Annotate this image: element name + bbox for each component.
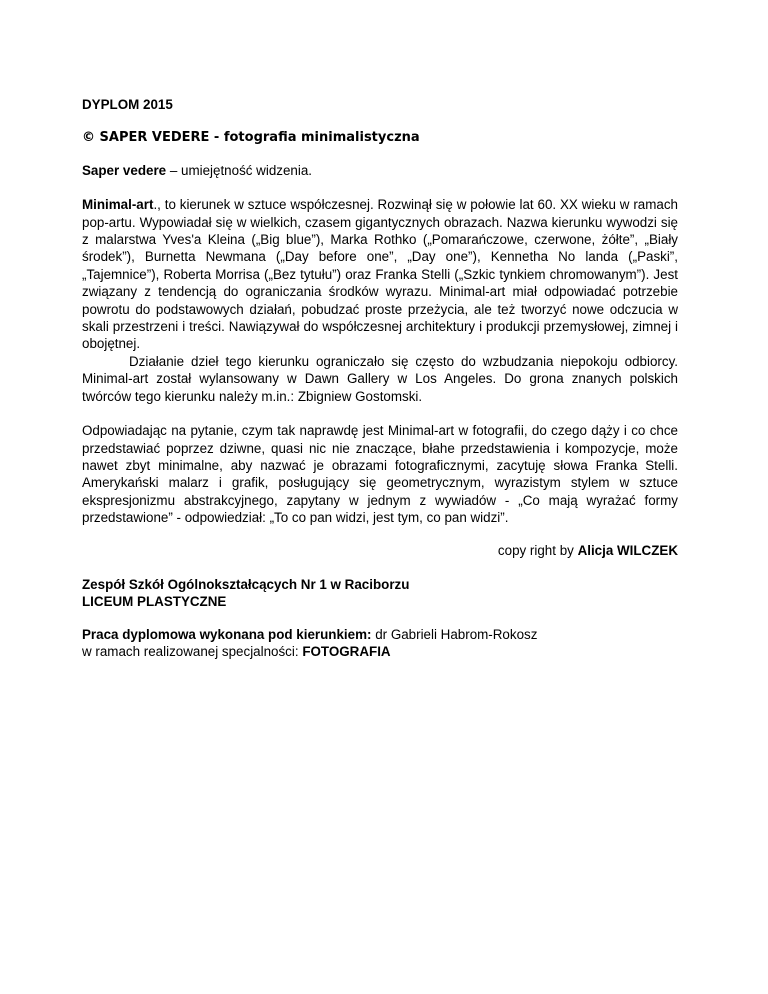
school-block [82,576,678,611]
paragraph-minimal-art [82,196,678,353]
signature-author: Alicja WILCZEK [577,542,678,558]
diploma-label: Praca dyplomowa wykonana pod kierunkiem: [82,626,372,642]
minimal-art-text: ., to kierunek w sztuce współczesnej. Rozwinął się w połowie lat 60. XX wieku w ramach pop-artu. Wypowiadał się w wielkich, czasem gigantycznych obrazach. Nazwa kierunku wywodzi się z malarstwa Yves'a Kleina („Big blue”), Marka Rothko („Pomarańczowe, czerwone, żółte”, „Biały środek”), Burnetta Newmana („Day before one”, „Day one”), Kennetha No landa („Paski”, „Tajemnice”), Roberta Morrisa („Bez tytułu”) oraz Franka Stelli („Szkic tynkiem chromowanym”). Jest związany z tendencją do ograniczania środków wyrazu. Minimal-art miał odpowiadać potrzebie powrotu do podstawowych działań, pobudzać proste przeżycia, ale też tworzyć nowe odczucia w skali przestrzeni i treści. Nawiązywał do współczesnej architektury i produkcji przemysłowej, zimnej i obojętnej. [82,197,678,352]
document-page [82,96,678,661]
diploma-supervisor: dr Gabrieli Habrom-Rokosz [371,626,538,642]
school-name: Zespół Szkół Ogólnokształcących Nr 1 w Raciborzu [82,576,410,592]
diploma-block [82,626,678,661]
intro-term: Saper vedere [82,162,167,178]
signature-prefix: copy right by [497,542,578,558]
diploma-specialty-line [82,643,678,660]
copyright-line: © SAPER VEDERE - fotografia minimalistyczna [82,130,420,146]
paragraph-question: Odpowiadając na pytanie, czym tak naprawdę jest Minimal-art w fotografii, do czego dąży i co chce przedstawiać poprzez dziwne, quasi nic nie znaczące, błahe przedstawienia i kompozycje, może nawet zbyt minimalne, aby nazwać je obrazami fotograficznymi, zacytuję słowa Franka Stelli. Amerykański malarz i grafik, posługujący się geometrycznym, wyrazistym stylem w sztuce ekspresjonizmu abstrakcyjnego, zapytany w jednym z wywiadów - „Co mają wyrażać formy przedstawione” - odpowiedział: „To co pan widzi, jest tym, co pan widzi”. [82,423,678,526]
specialty-prefix: w ramach realizowanej specjalności: [82,644,303,660]
specialty-value: FOTOGRAFIA [302,644,391,660]
intro-paragraph [82,162,678,179]
paragraph-effect: Działanie dzieł tego kierunku ograniczało się często do wzbudzania niepokoju odbiorcy. Minimal-art został wylansowany w Dawn Gallery w Los Angeles. Do grona znanych polskich twórców tego kierunku należy m.in.: Zbigniew Gostomski. [82,353,678,404]
school-department: LICEUM PLASTYCZNE [82,594,227,610]
minimal-art-term: Minimal-art [82,197,154,213]
document-title: DYPLOM 2015 [82,97,173,112]
intro-text: – umiejętność widzenia. [166,162,313,178]
signature-line [82,542,678,559]
diploma-supervisor-line [82,626,678,643]
